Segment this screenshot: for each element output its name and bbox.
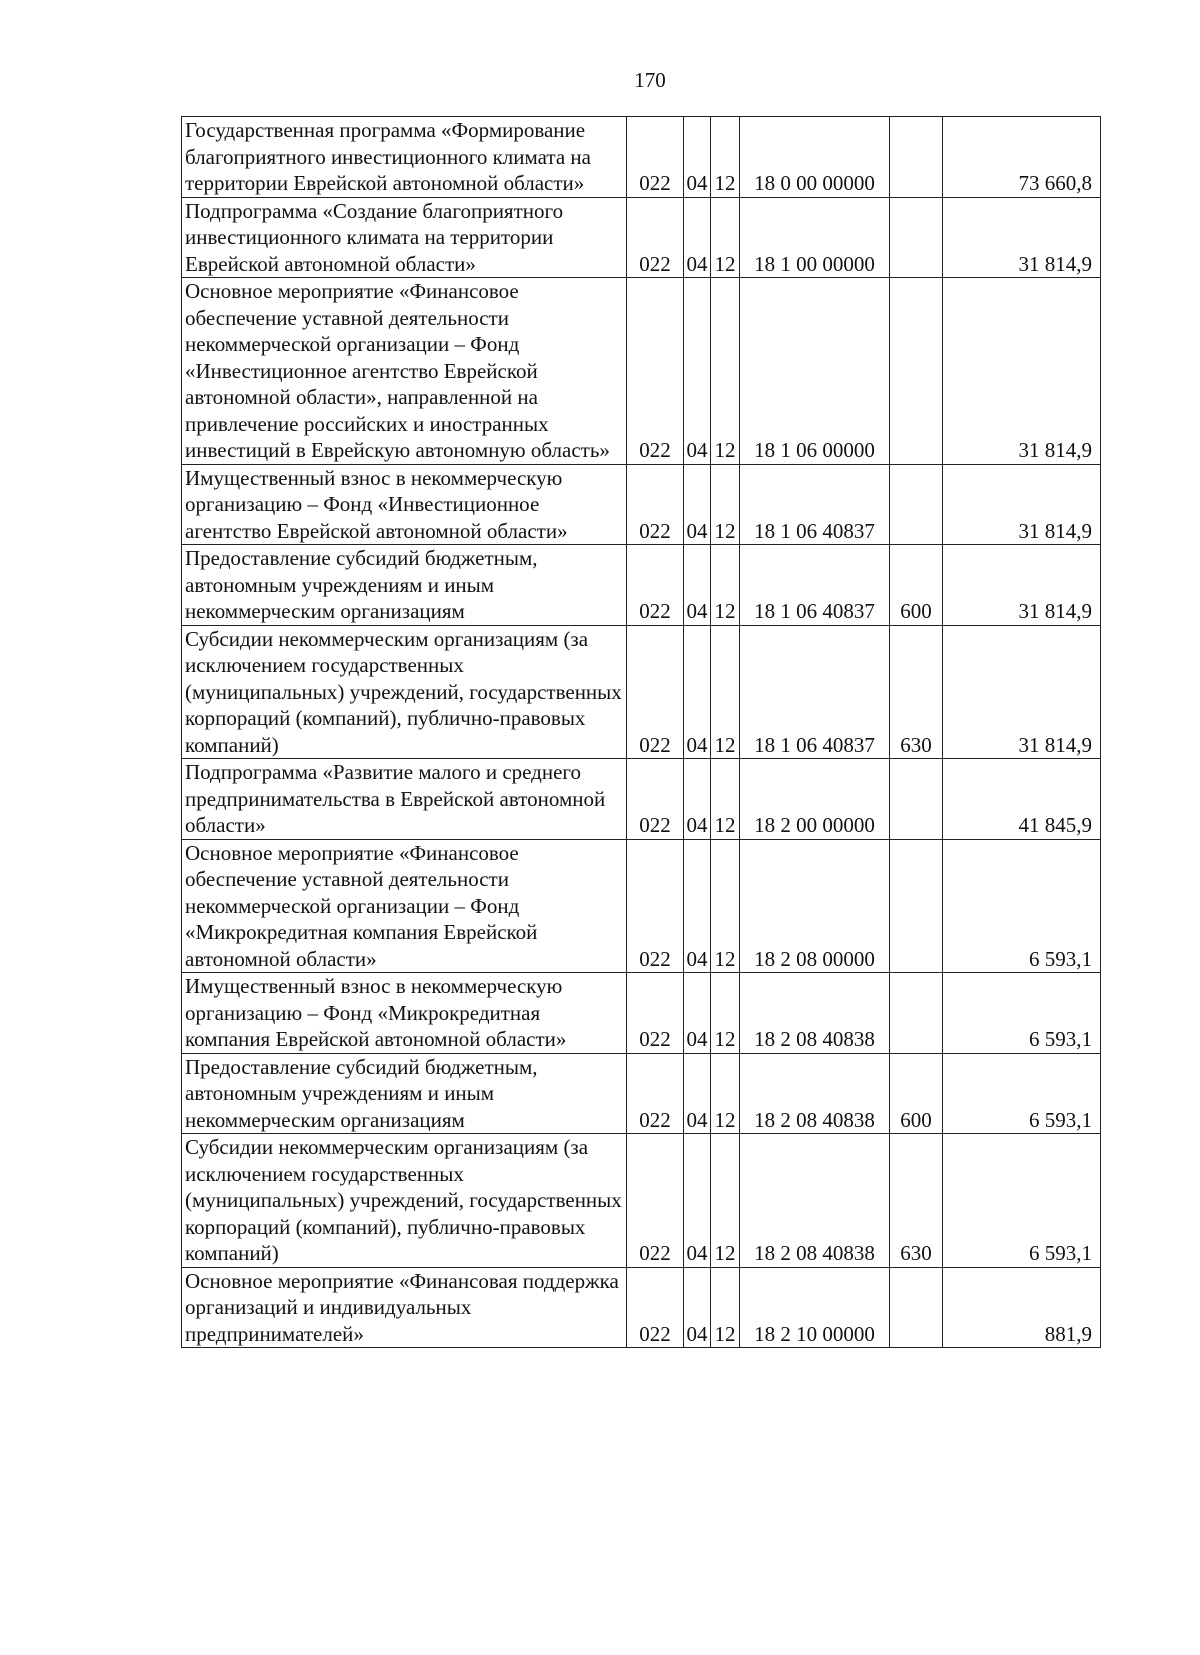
page-number: 170	[634, 68, 666, 92]
item-name: Имущественный взнос в некоммерческую организацию – Фонд «Инвестиционное агентство Еврейской автономной области»	[182, 464, 627, 545]
target-article-code: 18 2 08 40838	[740, 1053, 890, 1134]
budget-table	[181, 116, 1101, 1348]
grbs-code: 022	[627, 759, 684, 840]
grbs-code: 022	[627, 464, 684, 545]
table-body	[182, 117, 1101, 1348]
target-article-code: 18 2 08 40838	[740, 1134, 890, 1268]
table-row	[182, 759, 1101, 840]
section-code: 04	[684, 197, 711, 278]
expense-type-code	[890, 464, 943, 545]
expense-type-code: 630	[890, 1134, 943, 1268]
section-code: 04	[684, 839, 711, 973]
item-name: Имущественный взнос в некоммерческую организацию – Фонд «Микрокредитная компания Еврейской автономной области»	[182, 973, 627, 1054]
amount: 31 814,9	[943, 625, 1101, 759]
section-code: 04	[684, 464, 711, 545]
amount: 31 814,9	[943, 464, 1101, 545]
grbs-code: 022	[627, 1134, 684, 1268]
target-article-code: 18 1 06 40837	[740, 625, 890, 759]
subsection-code: 12	[711, 545, 740, 626]
item-name: Основное мероприятие «Финансовое обеспечение уставной деятельности некоммерческой организации – Фонд «Инвестиционное агентство Еврейской автономной области», направленной на привлечение российских и иностранных инвестиций в Еврейскую автономную область»	[182, 278, 627, 465]
item-name: Предоставление субсидий бюджетным, автономным учреждениям и иным некоммерческим организациям	[182, 1053, 627, 1134]
target-article-code: 18 2 00 00000	[740, 759, 890, 840]
item-name: Предоставление субсидий бюджетным, автономным учреждениям и иным некоммерческим организациям	[182, 545, 627, 626]
expense-type-code	[890, 117, 943, 198]
subsection-code: 12	[711, 1134, 740, 1268]
table-row	[182, 1134, 1101, 1268]
amount: 31 814,9	[943, 197, 1101, 278]
section-code: 04	[684, 1134, 711, 1268]
item-name: Государственная программа «Формирование благоприятного инвестиционного климата на территории Еврейской автономной области»	[182, 117, 627, 198]
amount: 73 660,8	[943, 117, 1101, 198]
table-row	[182, 839, 1101, 973]
table-row	[182, 625, 1101, 759]
item-name: Субсидии некоммерческим организациям (за исключением государственных (муниципальных) учреждений, государственных корпораций (компаний), публично-правовых компаний)	[182, 625, 627, 759]
amount: 6 593,1	[943, 1134, 1101, 1268]
amount: 31 814,9	[943, 545, 1101, 626]
item-name: Субсидии некоммерческим организациям (за исключением государственных (муниципальных) учреждений, государственных корпораций (компаний), публично-правовых компаний)	[182, 1134, 627, 1268]
target-article-code: 18 2 08 40838	[740, 973, 890, 1054]
item-name: Подпрограмма «Развитие малого и среднего предпринимательства в Еврейской автономной области»	[182, 759, 627, 840]
subsection-code: 12	[711, 197, 740, 278]
grbs-code: 022	[627, 973, 684, 1054]
grbs-code: 022	[627, 278, 684, 465]
table-row	[182, 278, 1101, 465]
table-row	[182, 117, 1101, 198]
table-row	[182, 973, 1101, 1054]
expense-type-code: 600	[890, 545, 943, 626]
table-row	[182, 545, 1101, 626]
subsection-code: 12	[711, 625, 740, 759]
item-name: Подпрограмма «Создание благоприятного инвестиционного климата на территории Еврейской автономной области»	[182, 197, 627, 278]
expense-type-code	[890, 197, 943, 278]
expense-type-code	[890, 1267, 943, 1348]
target-article-code: 18 1 06 40837	[740, 545, 890, 626]
grbs-code: 022	[627, 839, 684, 973]
section-code: 04	[684, 1053, 711, 1134]
subsection-code: 12	[711, 1267, 740, 1348]
subsection-code: 12	[711, 973, 740, 1054]
table-row	[182, 1053, 1101, 1134]
section-code: 04	[684, 973, 711, 1054]
grbs-code: 022	[627, 197, 684, 278]
subsection-code: 12	[711, 839, 740, 973]
table-row	[182, 197, 1101, 278]
amount: 6 593,1	[943, 839, 1101, 973]
section-code: 04	[684, 278, 711, 465]
section-code: 04	[684, 545, 711, 626]
grbs-code: 022	[627, 625, 684, 759]
subsection-code: 12	[711, 759, 740, 840]
target-article-code: 18 0 00 00000	[740, 117, 890, 198]
target-article-code: 18 2 08 00000	[740, 839, 890, 973]
amount: 881,9	[943, 1267, 1101, 1348]
item-name: Основное мероприятие «Финансовое обеспечение уставной деятельности некоммерческой организации – Фонд «Микрокредитная компания Еврейской автономной области»	[182, 839, 627, 973]
section-code: 04	[684, 625, 711, 759]
amount: 41 845,9	[943, 759, 1101, 840]
grbs-code: 022	[627, 1267, 684, 1348]
item-name: Основное мероприятие «Финансовая поддержка организаций и индивидуальных предпринимателей»	[182, 1267, 627, 1348]
subsection-code: 12	[711, 278, 740, 465]
grbs-code: 022	[627, 545, 684, 626]
table-row	[182, 464, 1101, 545]
grbs-code: 022	[627, 1053, 684, 1134]
section-code: 04	[684, 1267, 711, 1348]
target-article-code: 18 1 06 40837	[740, 464, 890, 545]
amount: 6 593,1	[943, 1053, 1101, 1134]
amount: 31 814,9	[943, 278, 1101, 465]
target-article-code: 18 2 10 00000	[740, 1267, 890, 1348]
section-code: 04	[684, 117, 711, 198]
target-article-code: 18 1 06 00000	[740, 278, 890, 465]
expense-type-code: 630	[890, 625, 943, 759]
table-row	[182, 1267, 1101, 1348]
subsection-code: 12	[711, 1053, 740, 1134]
subsection-code: 12	[711, 464, 740, 545]
target-article-code: 18 1 00 00000	[740, 197, 890, 278]
section-code: 04	[684, 759, 711, 840]
expense-type-code	[890, 759, 943, 840]
expense-type-code: 600	[890, 1053, 943, 1134]
expense-type-code	[890, 839, 943, 973]
grbs-code: 022	[627, 117, 684, 198]
expense-type-code	[890, 278, 943, 465]
amount: 6 593,1	[943, 973, 1101, 1054]
subsection-code: 12	[711, 117, 740, 198]
expense-type-code	[890, 973, 943, 1054]
